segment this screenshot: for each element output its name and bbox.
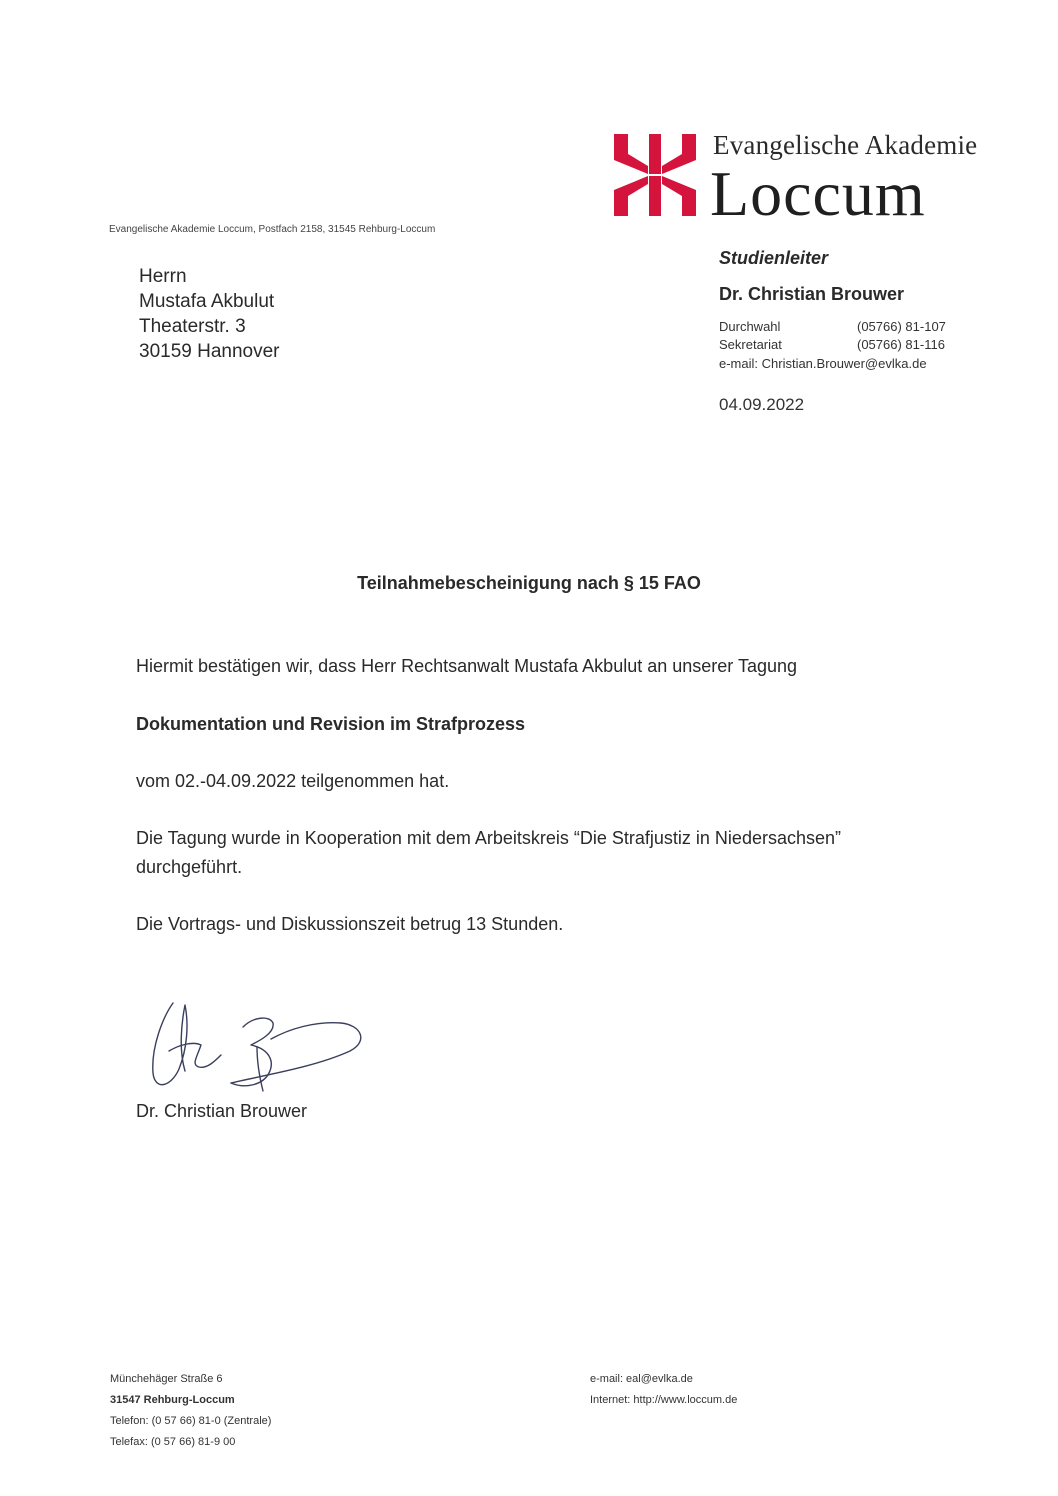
secretariat-label: Sekretariat: [719, 337, 782, 352]
letter-subject: Teilnahmebescheinigung nach § 15 FAO: [357, 573, 701, 593]
direct-line-label: Durchwahl: [719, 319, 781, 334]
secretariat-value: (05766) 81-116: [857, 337, 945, 352]
letter-date: 04.09.2022: [719, 395, 805, 414]
body-paragraph-confirmation: Hiermit bestätigen wir, dass Herr Rechtsanwalt Mustafa Akbulut an unserer Tagung: [136, 656, 797, 676]
body-paragraph-cooperation: Die Tagung wurde in Kooperation mit dem Arbeitskreis “Die Strafjustiz in Niedersachsen” durchgeführt.: [136, 828, 841, 877]
footer-online: [590, 1369, 737, 1411]
footer-street: Münchehäger Straße 6: [110, 1373, 223, 1385]
body-paragraph-dates: vom 02.-04.09.2022 teilgenommen hat.: [136, 771, 450, 791]
body-paragraph-duration: Die Vortrags- und Diskussionszeit betrug 13 Stunden.: [136, 914, 564, 934]
footer-address: [110, 1369, 271, 1453]
footer-city: 31547 Rehburg-Loccum: [110, 1394, 235, 1406]
direct-line-value: (05766) 81-107: [857, 319, 946, 334]
recipient-salutation: Herrn: [139, 266, 187, 287]
footer-internet: Internet: http://www.loccum.de: [590, 1394, 738, 1406]
logo-text-akademie: Evangelische Akademie: [713, 130, 978, 160]
footer-phone: Telefon: (0 57 66) 81-0 (Zentrale): [110, 1415, 272, 1427]
footer-fax: Telefax: (0 57 66) 81-9 00: [110, 1436, 236, 1448]
recipient-street: Theaterstr. 3: [139, 316, 246, 337]
recipient-city: 30159 Hannover: [139, 341, 280, 362]
contact-role: Studienleiter: [719, 248, 829, 268]
loccum-logo-icon: [612, 132, 698, 218]
sender-line: Evangelische Akademie Loccum, Postfach 2158, 31545 Rehburg-Loccum: [109, 224, 436, 235]
footer-email: e-mail: eal@evlka.de: [590, 1373, 693, 1385]
contact-email: e-mail: Christian.Brouwer@evlka.de: [719, 356, 927, 371]
body-paragraph-event-title: Dokumentation und Revision im Strafprozess: [136, 714, 526, 734]
handwritten-signature: [145, 995, 370, 1095]
contact-name: Dr. Christian Brouwer: [719, 284, 905, 304]
signer-name: Dr. Christian Brouwer: [136, 1101, 308, 1121]
logo-text-loccum: Loccum: [710, 158, 926, 229]
recipient-address: [139, 264, 280, 364]
recipient-name: Mustafa Akbulut: [139, 291, 275, 312]
